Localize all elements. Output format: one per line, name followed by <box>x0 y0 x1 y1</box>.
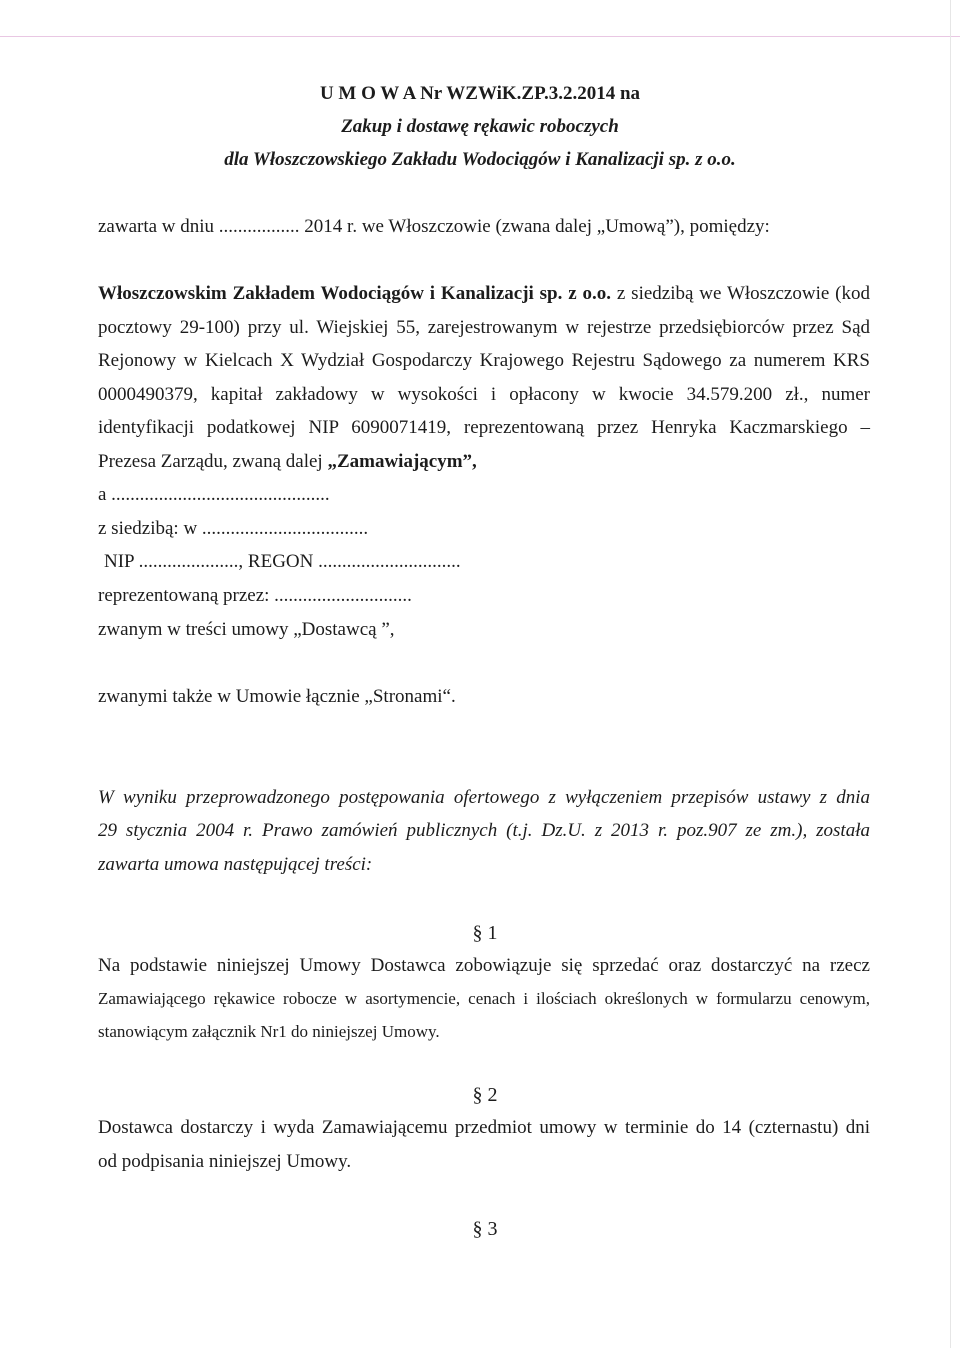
section-2-line1: Dostawca dostarczy i wyda Zamawiającemu przedmiot umowy w terminie do 14 (czternastu) dni <box>98 1117 870 1138</box>
party1-line5: identyfikacji podatkowej NIP 6090071419, reprezentowaną przez Henryka Kaczmarskiego – <box>98 417 870 438</box>
party1-line2: pocztowy 29-100) przy ul. Wiejskiej 55, zarejestrowanym w rejestrze przedsiębiorców przez Sąd <box>98 317 870 338</box>
preamble-line2: 29 stycznia 2004 r. Prawo zamówień publicznych (t.j. Dz.U. z 2013 r. poz.907 ze zm.), została <box>98 820 870 841</box>
party1-line4: 0000490379, kapitał zakładowy w wysokości i opłacony w kwocie 34.579.200 zł., numer <box>98 384 870 405</box>
section-1-line3: stanowiącym załącznik Nr1 do niniejszej Umowy. <box>98 1022 440 1041</box>
party1-line6 <box>98 451 477 473</box>
party1-role: „Zamawiającym”, <box>327 451 477 472</box>
contract-client: dla Włoszczowskiego Zakładu Wodociągów i Kanalizacji sp. z o.o. <box>224 149 736 170</box>
preamble-line1: W wyniku przeprowadzonego postępowania ofertowego z wyłączeniem przepisów ustawy z dnia <box>98 787 870 808</box>
party2-seat: z siedzibą: w ................................... <box>98 518 369 539</box>
section-1-heading: § 1 <box>472 922 498 944</box>
scan-right-edge <box>950 0 951 1348</box>
preamble-line3: zawarta umowa następującej treści: <box>98 854 373 875</box>
section-2-heading: § 2 <box>472 1084 498 1106</box>
intro-concluded: zawarta w dniu ................. 2014 r. we Włoszczowie (zwana dalej „Umową”), pomiędzy: <box>98 216 770 237</box>
contract-subject: Zakup i dostawę rękawic roboczych <box>341 116 619 137</box>
section-1-line1: Na podstawie niniejszej Umowy Dostawca zobowiązuje się sprzedać oraz dostarczyć na rzecz <box>98 955 870 976</box>
section-2-line2: od podpisania niniejszej Umowy. <box>98 1151 352 1172</box>
party1-line1 <box>98 283 870 305</box>
party2-represented: reprezentowaną przez: ............................. <box>98 585 412 606</box>
parties-jointly: zwanymi także w Umowie łącznie „Stronami“. <box>98 686 456 707</box>
party2-called: zwanym w treści umowy „Dostawcą ”, <box>98 619 395 640</box>
party1-name: Włoszczowskim Zakładem Wodociągów i Kanalizacji sp. z o.o. <box>98 283 612 304</box>
party1-line3: Rejonowy w Kielcach X Wydział Gospodarczy Krajowego Rejestru Sądowego za numerem KRS <box>98 350 870 371</box>
contract-title: U M O W A Nr WZWiK.ZP.3.2.2014 na <box>319 83 641 104</box>
party1-line1-rest: z siedzibą we Włoszczowie (kod <box>611 283 870 304</box>
scan-top-rule <box>0 36 960 37</box>
party2-nip-regon: NIP ....................., REGON .............................. <box>104 551 461 572</box>
section-3-heading: § 3 <box>472 1218 498 1240</box>
party2-a: a .............................................. <box>98 484 330 505</box>
section-1-line2: Zamawiającego rękawice robocze w asortymencie, cenach i ilościach określonych w formularzu cenowym, <box>98 989 870 1008</box>
party1-line6-prefix: Prezesa Zarządu, zwaną dalej <box>98 451 328 472</box>
